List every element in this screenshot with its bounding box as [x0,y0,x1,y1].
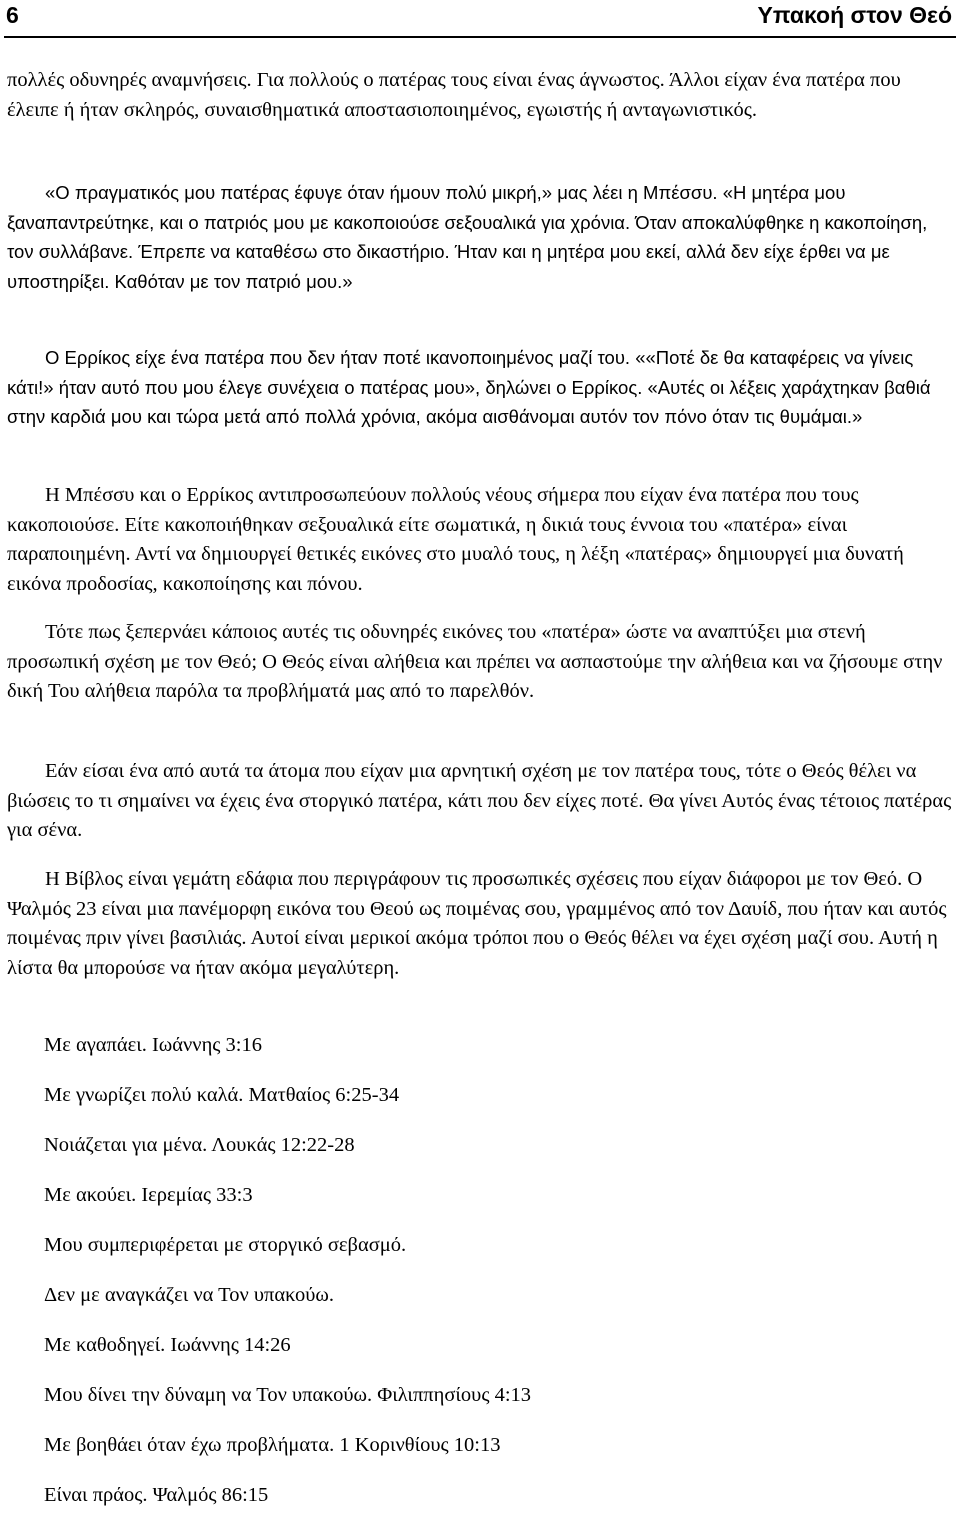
relationship-list [44,1024,531,1524]
list-item: Με γνωρίζει πολύ καλά. Ματθαίος 6:25-34 [44,1084,400,1106]
running-title: Υπακοή στον Θεό [757,2,952,28]
list-item: Είναι πράος. Ψαλμός 86:15 [44,1484,269,1506]
list-item: Μου δίνει την δύναμη να Τον υπακούω. Φιλιππησίους 4:13 [44,1384,532,1406]
list-item: Με βοηθάει όταν έχω προβλήματα. 1 Κορινθίους 10:13 [44,1434,501,1456]
list-item: Με καθοδηγεί. Ιωάννης 14:26 [44,1334,291,1356]
page-header [4,0,956,38]
paragraph-intro: πολλές οδυνηρές αναμνήσεις. Για πολλούς ο πατέρας τους είναι ένας άγνωστος. Άλλοι είχαν ένα πατέρα που έλειπε ή ήταν σκληρός, συναισθηματικά αποστασιοποιημένος, εγωιστής ή ανταγωνιστικός. [7,69,901,121]
paragraph-overcome: Τότε πως ξεπερνάει κάποιος αυτές τις οδυνηρές εικόνες του «πατέρα» ώστε να αναπτύξει μια στενή προσωπική σχέση με τον Θεό; Ο Θεός είναι αλήθεια και πρέπει να ασπαστούμε την αλήθεια και να ζήσουμε στην δική Του αλήθεια παρόλα τα προβλήματά μας από το παρελθόν. [7,621,943,702]
paragraph-bessy-quote: «Ο πραγματικός μου πατέρας έφυγε όταν ήμουν πολύ μικρή,» μας λέει η Μπέσσυ. «Η μητέρα μου ξαναπαντρεύτηκε, και ο πατριός μου με κακοποιούσε σεξουαλικά για χρόνια. Όταν αποκαλύφθηκε η κακοποίηση, τον συλλάβανε. Έπρεπε να καταθέσω στο δικαστήριο. Ήταν και η μητέρα μου εκεί, αλλά δεν είχε έρθει να με υποστηρίξει. Καθόταν με τον πατριό μου.» [7,182,928,292]
list-item: Νοιάζεται για μένα. Λουκάς 12:22-28 [44,1134,355,1156]
paragraph-loving-father: Εάν είσαι ένα από αυτά τα άτομα που είχαν μια αρνητική σχέση με τον πατέρα τους, τότε ο Θεός θέλει να βιώσεις το τι σημαίνει να έχεις ένα στοργικό πατέρα, κάτι που δεν είχες ποτέ. Θα γίνει Αυτός ένας τέτοιος πατέρας για σένα. [7,760,952,841]
list-item: Μου συμπεριφέρεται με στοργικό σεβασμό. [44,1234,407,1256]
list-item: Δεν με αναγκάζει να Τον υπακούω. [44,1284,335,1306]
page-number: 6 [6,2,19,28]
list-item: Με ακούει. Ιερεμίας 33:3 [44,1184,253,1206]
paragraph-errikos-quote: Ο Ερρίκος είχε ένα πατέρα που δεν ήταν ποτέ ικανοποιημένος μαζί του. ««Ποτέ δε θα καταφέρεις να γίνεις κάτι!» ήταν αυτό που μου έλεγε συνέχεια ο πατέρας μου», δηλώνει ο Ερρίκος. «Αυτές οι λέξεις χαράχτηκαν βαθιά στην καρδιά μου και τώρα μετά από πολλά χρόνια, ακόμα αισθάνομαι αυτόν τον πόνο όταν τις θυμάμαι.» [7,347,931,427]
paragraph-father-image: Η Μπέσσυ και ο Ερρίκος αντιπροσωπεύουν πολλούς νέους σήμερα που είχαν ένα πατέρα που τους κακοποιούσε. Είτε κακοποιήθηκαν σεξουαλικά είτε σωματικά, η δικιά τους έννοια του «πατέρα» είναι παραποιημένη. Αντί να δημιουργεί θετικές εικόνες στο μυαλό τους, η λέξη «πατέρας» δημιουργεί μια δυνατή εικόνα προδοσίας, κακοποίησης και πόνου. [7,484,904,595]
list-item: Με αγαπάει. Ιωάννης 3:16 [44,1034,262,1056]
paragraph-bible: Η Βίβλος είναι γεμάτη εδάφια που περιγράφουν τις προσωπικές σχέσεις που είχαν διάφοροι με τον Θεό. Ο Ψαλμός 23 είναι μια πανέμορφη εικόνα του Θεού ως ποιμένας σου, γραμμένος από τον Δαυίδ, που ήταν και αυτός ποιμένας πριν γίνει βασιλιάς. Αυτοί είναι μερικοί ακόμα τρόποι που ο Θεός θέλει να έχει σχέση μαζί σου. Αυτή η λίστα θα μπορούσε να ήταν ακόμα μεγαλύτερη. [7,868,947,979]
